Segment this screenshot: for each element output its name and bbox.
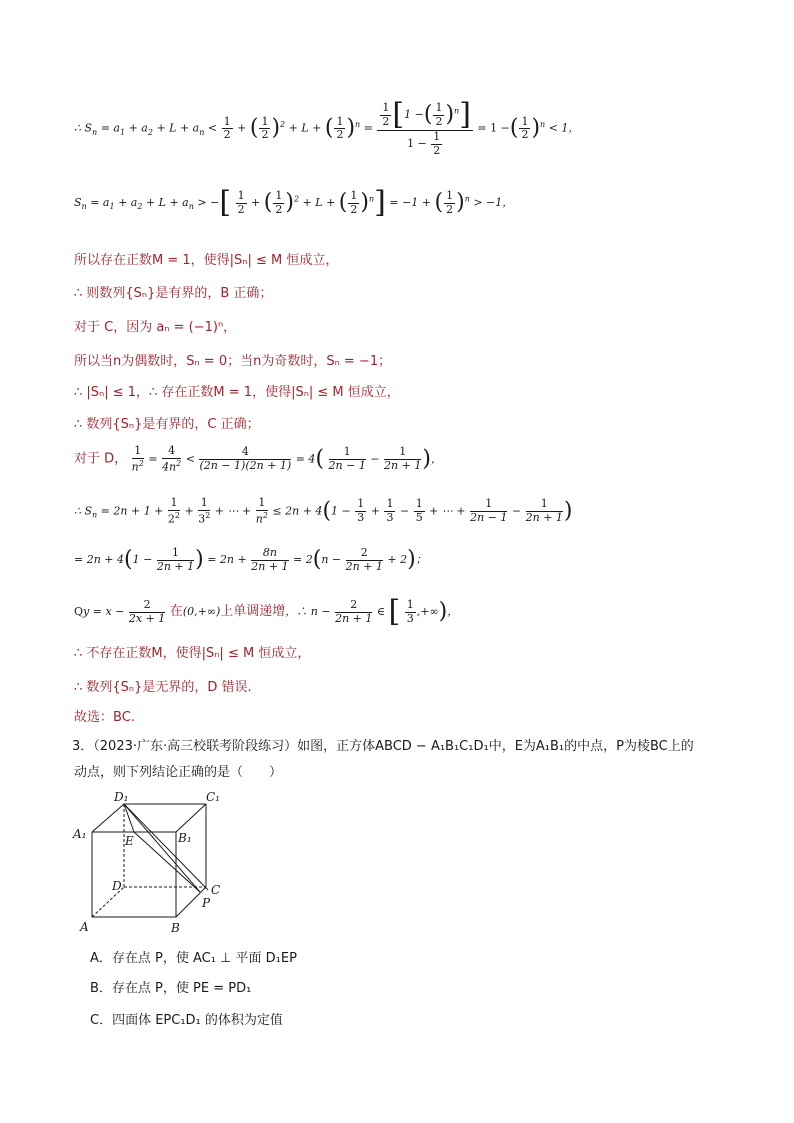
option-a[interactable]: A．存在点 P，使 AC₁ ⊥ 平面 D₁EP (90, 951, 297, 966)
label-D: D (112, 879, 122, 893)
formula-line-9: 对于 D， $\frac{1}{n^2}$ = $\frac{4}{4n^2}$ < $\frac{4}{(2n - 1)(2n + 1)}$ = 4( $\frac{1}{2n - 1}$ − $\frac{1}{2n + 1}$ )， (74, 444, 442, 474)
text-line-8: ∴ 数列{Sₙ}是有界的，C 正确； (74, 417, 260, 432)
option-c[interactable]: C．四面体 EPC₁D₁ 的体积为定值 (90, 1013, 283, 1028)
label-D1: D₁ (114, 790, 129, 804)
question-line-2: 动点，则下列结论正确的是（ ） (74, 765, 283, 780)
formula-line-2: $S_n = a_1 + a_2 + L + a_n$ > −[ $\frac{1}{2}$ + ( $\frac{1}{2}$ )$^2$ + L + ( $\frac{1}{2}$ )$^n$] = −1 + ( $\frac{1}{2}$ )$^n$ > −1， (74, 185, 514, 220)
label-B1: B₁ (178, 831, 192, 845)
question-line-1: 3．（2023·广东·高三校联考阶段练习）如图，正方体ABCD − A₁B₁C₁D₁中，E为A₁B₁的中点，P为棱BC上的 (72, 739, 694, 754)
text-line-4: ∴ 则数列{Sₙ}是有界的，B 正确； (74, 286, 273, 301)
cube-figure (68, 786, 238, 936)
label-B: B (171, 921, 180, 935)
label-A1: A₁ (73, 827, 87, 841)
label-C1: C₁ (206, 790, 220, 804)
label-P: P (202, 896, 211, 910)
option-b[interactable]: B．存在点 P，使 PE = PD₁ (90, 981, 252, 996)
text-line-6: 所以当n为偶数时，Sₙ = 0；当n为奇数时，Sₙ = −1； (74, 354, 392, 369)
label-C: C (211, 883, 221, 897)
formula-line-1: ∴ $S_n = a_1 + a_2 + L + a_n$ < $\frac{1}{2}$ + ( $\frac{1}{2}$ )$^2$ + L + ( $\frac{1}{2}$ )$^n$ = $\frac{1}{2}$ [1 −( $\frac{1}{2}$ )$^n$] 1 − $\frac{1}{2}$ = 1 −( $\frac{1}{2}$ )$^n$ < 1， (74, 97, 580, 157)
label-A: A (80, 920, 89, 934)
text-line-7: ∴ |Sₙ| ≤ 1，∴ 存在正数M = 1，使得|Sₙ| ≤ M 恒成立， (74, 385, 400, 400)
formula-line-12: Qy = x − $\frac{2}{2x + 1}$ 在(0,+∞)上单调递增，∴ n − $\frac{2}{2n + 1}$ ∈ [ $\frac{1}{3}$ ,+∞)， (74, 594, 459, 629)
formula-line-10: ∴ $S_n = 2n + 1$ + $\frac{1}{2^2}$ + $\frac{1}{3^2}$ + ⋯ + $\frac{1}{n^2}$ ≤ 2n + 4(1 − $\frac{1}{3}$ + $\frac{1}{3}$ − $\frac{1}{5}$ + ⋯ + $\frac{1}{2n - 1}$ − $\frac{1}{2n + 1}$ ) (74, 496, 573, 526)
text-line-3: 所以存在正数M = 1，使得|Sₙ| ≤ M 恒成立， (74, 253, 339, 268)
label-E: E (125, 834, 134, 848)
formula-line-11: = 2n + 4(1 − $\frac{1}{2n + 1}$ ) = 2n + $\frac{8n}{2n + 1}$ = 2(n − $\frac{2}{2n + 1}$ + 2)； (74, 546, 427, 573)
text-line-5: 对于 C，因为 aₙ = (−1)ⁿ， (74, 320, 237, 335)
text-line-15: 故选：BC. (74, 710, 135, 725)
text-line-14: ∴ 数列{Sₙ}是无界的，D 错误. (74, 680, 252, 695)
text-line-13: ∴ 不存在正数M，使得|Sₙ| ≤ M 恒成立， (74, 646, 311, 661)
